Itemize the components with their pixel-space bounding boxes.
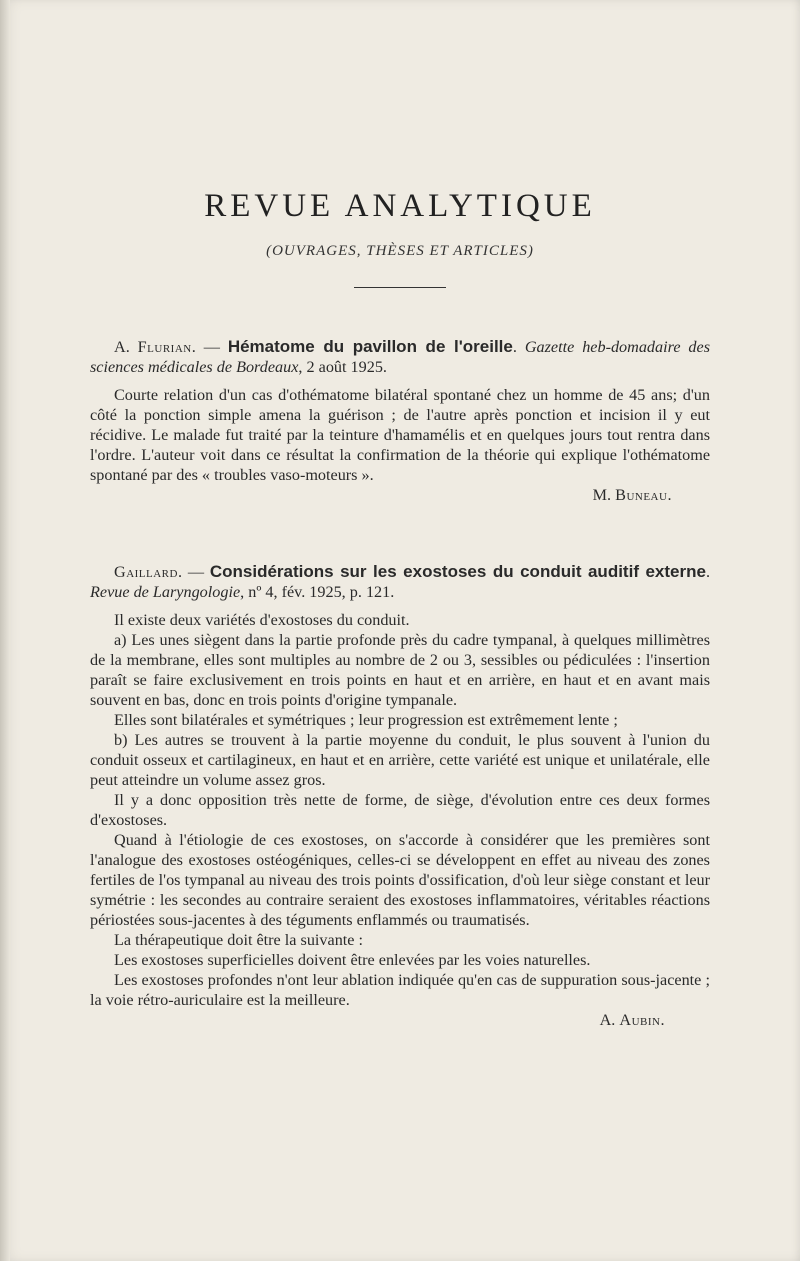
- signature-name: Buneau.: [615, 486, 672, 504]
- paragraph: Il existe deux variétés d'exostoses du conduit.: [114, 611, 410, 629]
- page-title: REVUE ANALYTIQUE: [204, 188, 596, 224]
- signature-name: Aubin.: [619, 1011, 665, 1029]
- journal-name: Revue de Laryngologie: [90, 583, 241, 601]
- citation: , 2 août 1925.: [298, 358, 387, 376]
- title-divider: [354, 287, 446, 288]
- article-title: Considérations sur les exostoses du conduit auditif externe: [209, 562, 706, 581]
- article-flurian: [90, 337, 710, 505]
- article-body: Courte relation d'un cas d'othématome bilatéral spontané chez un homme de 45 ans; d'un côté la ponction simple amena la guérison ; de l'autre après ponction et incision il y eut récidive. Le malade fut traité par la teinture d'hamamélis et en quelques jours tout rentra dans l'ordre. L'auteur voit dans ce résultat la confirmation de la théorie qui explique l'othématome spontané par des « troubles vaso-moteurs ».: [90, 386, 710, 484]
- citation: , nº 4, fév. 1925, p. 121.: [240, 583, 395, 601]
- paragraph: La thérapeutique doit être la suivante :: [114, 931, 364, 949]
- title-punct: .: [512, 338, 525, 356]
- signature-initial: A.: [599, 1011, 620, 1029]
- signature: [90, 1010, 710, 1030]
- article-title: Hématome du pavillon de l'oreille: [227, 337, 513, 356]
- article-gaillard: [90, 562, 710, 1030]
- heading-dash: . —: [177, 563, 210, 581]
- author-name: Flurian: [137, 338, 192, 356]
- paragraph: Il y a donc opposition très nette de forme, de siège, d'évolution entre ces deux formes d'exostoses.: [90, 791, 710, 829]
- title-punct: .: [705, 563, 711, 581]
- paragraph: a) Les unes siègent dans la partie profonde près du cadre tympanal, à quelques millimètres de la membrane, elles sont multiples au nombre de 2 ou 3, sessibles ou pédiculées : l'insertion paraît se faire exclusivement en trois points en haut et en arrière, en haut et en avant mais souvent en bas, donc en trois points d'origine tympanale.: [90, 631, 710, 709]
- paragraph: Elles sont bilatérales et symétriques ; leur progression est extrêmement lente ;: [114, 711, 618, 729]
- article-heading: [90, 562, 710, 602]
- author-name: Gaillard: [114, 563, 178, 581]
- author-initial: A.: [114, 338, 138, 356]
- paragraph: Quand à l'étiologie de ces exostoses, on s'accorde à considérer que les premières sont l'analogue des exostoses ostéogéniques, celles-ci se développent en effet au niveau des zones fertiles de l'os tympanal au niveau des trois points d'ossification, d'où leur siège constant et leur symétrie : les secondes au contraire seraient des exostoses inflammatoires, véritables réactions périostées sous-jacentes à des téguments enflammés ou traumatisés.: [90, 831, 710, 929]
- paragraph: Les exostoses superficielles doivent être enlevées par les voies naturelles.: [114, 951, 591, 969]
- signature: [90, 485, 710, 505]
- paragraph: Les exostoses profondes n'ont leur ablation indiquée qu'en cas de suppuration sous-jacente ; la voie rétro-auriculaire est la meilleure.: [90, 971, 710, 1009]
- heading-dash: . —: [191, 338, 228, 356]
- paragraph: b) Les autres se trouvent à la partie moyenne du conduit, le plus souvent à l'union du conduit osseux et cartilagineux, en haut et en arrière, cette variété est unique et unilatérale, elle peut atteindre un volume assez gros.: [90, 731, 710, 789]
- journal-name: Gazette heb-domadaire des sciences médicales de Bordeaux: [90, 338, 711, 376]
- page-subtitle: (OUVRAGES, THÈSES ET ARTICLES): [266, 243, 534, 259]
- article-heading: [90, 337, 710, 377]
- signature-initial: M.: [592, 486, 616, 504]
